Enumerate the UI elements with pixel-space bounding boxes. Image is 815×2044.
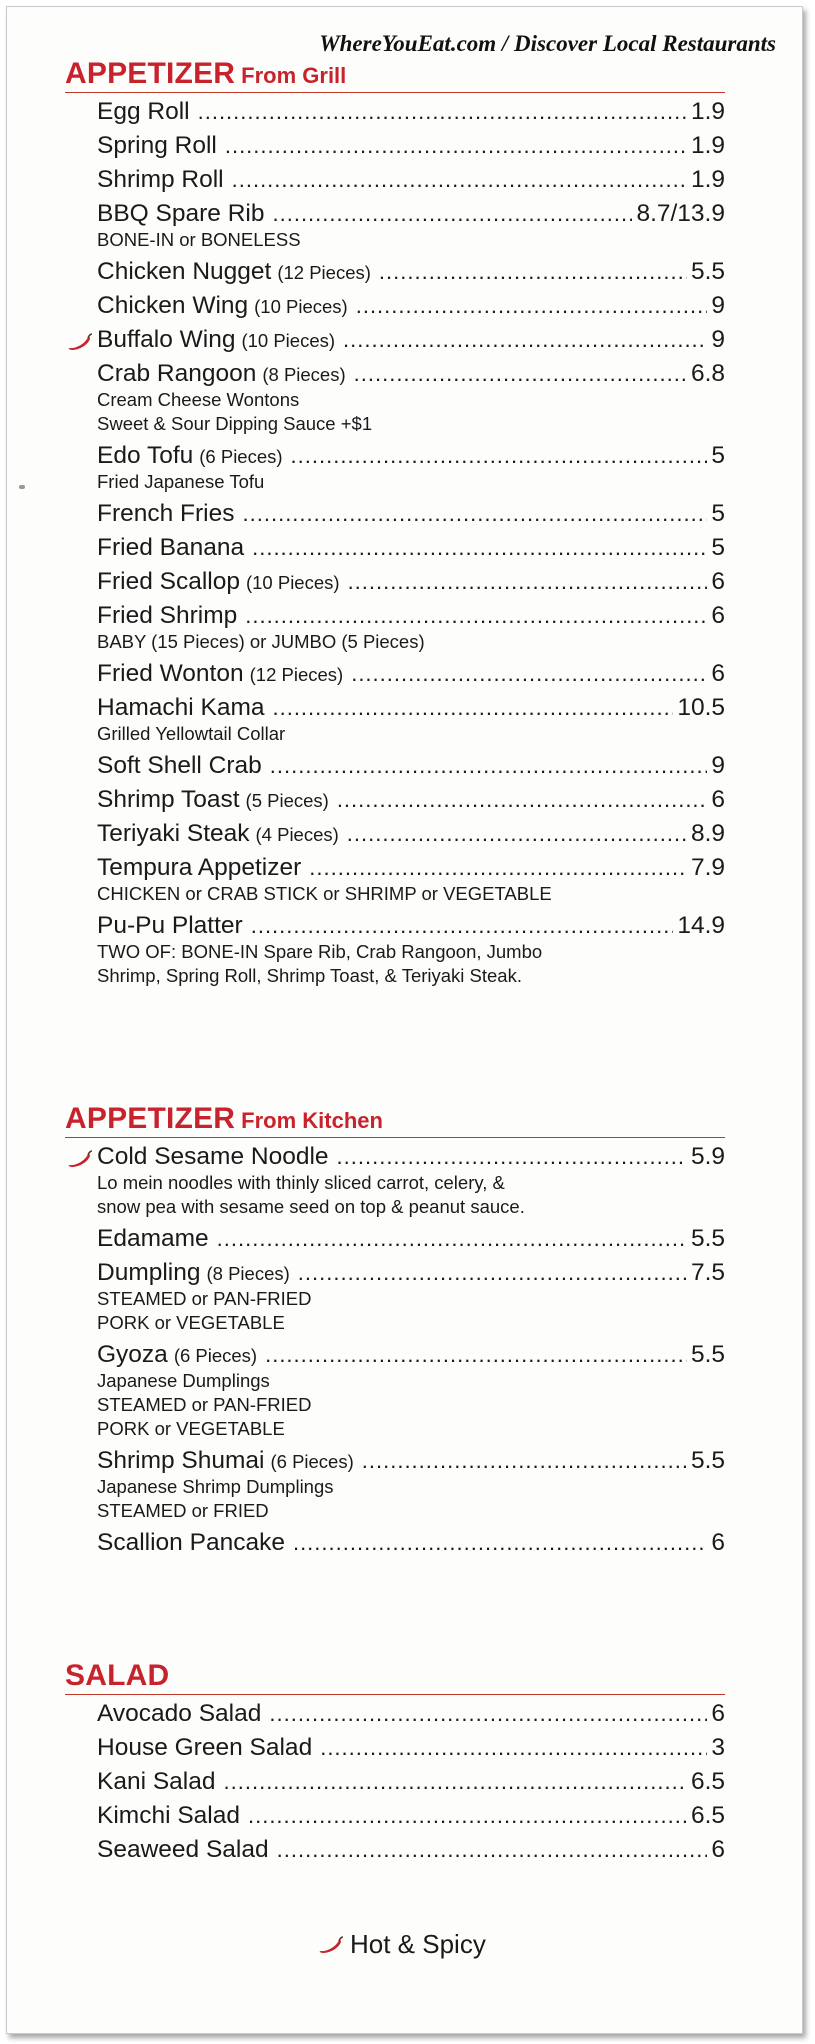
section-header — [65, 1659, 725, 1695]
item-name: Shrimp Roll — [97, 166, 224, 193]
dot-leader — [198, 99, 687, 125]
item-name: Dumpling — [97, 1259, 201, 1286]
menu-item — [97, 199, 725, 257]
item-name: Tempura Appetizer — [97, 854, 302, 881]
menu-item-line — [97, 694, 725, 722]
menu-item — [97, 659, 725, 693]
dot-leader — [248, 1803, 687, 1829]
item-price: 5.5 — [690, 1225, 725, 1252]
menu-item — [97, 1801, 725, 1835]
dot-leader — [243, 501, 708, 527]
menu-item — [97, 1767, 725, 1801]
menu-item — [97, 441, 725, 499]
menu-item — [97, 601, 725, 659]
item-name: French Fries — [97, 500, 235, 527]
item-price: 7.5 — [690, 1259, 725, 1286]
item-price: 6 — [711, 1700, 725, 1727]
menu-item — [97, 1224, 725, 1258]
item-price: 5 — [711, 500, 725, 527]
item-description: PORK or VEGETABLE — [97, 1312, 285, 1333]
item-price: 5.5 — [690, 1447, 725, 1474]
menu-item — [97, 131, 725, 165]
menu-item — [97, 693, 725, 751]
menu-item — [97, 819, 725, 853]
item-description: BONE-IN or BONELESS — [97, 229, 301, 250]
menu-item-line — [97, 1529, 725, 1557]
menu-item-line — [97, 602, 725, 630]
dot-leader — [265, 1342, 687, 1368]
menu-item-line — [97, 854, 725, 882]
section-salad — [65, 1659, 725, 1869]
dot-leader — [351, 661, 707, 687]
menu-item-line — [97, 1768, 725, 1796]
item-name: Scallion Pancake — [97, 1529, 285, 1556]
item-name: Cold Sesame Noodle — [97, 1143, 329, 1170]
menu-item-line — [97, 1225, 725, 1253]
dot-leader — [354, 361, 687, 387]
item-name: Hamachi Kama — [97, 694, 265, 721]
dot-leader — [320, 1735, 707, 1761]
menu-item-line — [97, 1836, 725, 1864]
item-description: CHICKEN or CRAB STICK or SHRIMP or VEGETABLE — [97, 883, 552, 904]
item-name: House Green Salad — [97, 1734, 313, 1761]
item-price: 3 — [711, 1734, 725, 1761]
dot-leader — [356, 293, 708, 319]
dot-leader — [252, 535, 707, 561]
item-name: Shrimp Shumai — [97, 1447, 265, 1474]
item-quantity: (12 Pieces) — [277, 262, 371, 283]
dot-leader — [298, 1260, 687, 1286]
menu-item-line — [97, 258, 725, 286]
menu-item — [97, 1528, 725, 1562]
menu-item-line — [97, 1259, 725, 1287]
item-price: 6 — [711, 1836, 725, 1863]
spicy-legend — [318, 1929, 486, 1960]
item-price: 6 — [711, 786, 725, 813]
item-name: Fried Shrimp — [97, 602, 238, 629]
item-quantity: (8 Pieces) — [206, 1263, 290, 1284]
item-name: Fried Banana — [97, 534, 245, 561]
item-description: Cream Cheese Wontons — [97, 389, 300, 410]
item-quantity: (6 Pieces) — [173, 1345, 258, 1366]
dot-leader — [272, 695, 673, 721]
item-name: Egg Roll — [97, 98, 190, 125]
item-price: 6.8 — [690, 360, 725, 387]
menu-item-line — [97, 1802, 725, 1830]
menu-item-line — [97, 200, 725, 228]
dot-leader — [232, 167, 687, 193]
dot-leader — [362, 1448, 687, 1474]
item-name: Edamame — [97, 1225, 209, 1252]
dot-leader — [277, 1837, 708, 1863]
paper-speck — [19, 485, 25, 489]
menu-item-line — [97, 912, 725, 940]
item-description: Fried Japanese Tofu — [97, 471, 265, 492]
menu-item — [97, 499, 725, 533]
item-price: 6.5 — [690, 1802, 725, 1829]
item-price: 1.9 — [690, 98, 725, 125]
item-description: Japanese Shrimp Dumplings — [97, 1476, 334, 1497]
menu-item-list — [97, 97, 725, 993]
menu-item — [97, 1699, 725, 1733]
item-description: snow pea with sesame seed on top & peanut sauce. — [97, 1196, 525, 1217]
dot-leader — [347, 821, 687, 847]
menu-item — [97, 1258, 725, 1340]
section-title: APPETIZER — [65, 1102, 236, 1135]
item-name: Fried Wonton — [97, 660, 244, 687]
item-name: Chicken Wing — [97, 292, 249, 319]
item-price: 9 — [711, 326, 725, 353]
menu-item — [97, 165, 725, 199]
item-quantity: (10 Pieces) — [245, 572, 340, 593]
item-price: 6 — [711, 568, 725, 595]
item-quantity: (12 Pieces) — [249, 664, 344, 685]
dot-leader — [217, 1226, 687, 1252]
dot-leader — [337, 1144, 687, 1170]
dot-leader — [224, 1769, 687, 1795]
menu-item-line — [97, 786, 725, 814]
item-description: STEAMED or FRIED — [97, 1500, 269, 1521]
item-name: Shrimp Toast — [97, 786, 240, 813]
item-description: PORK or VEGETABLE — [97, 1418, 285, 1439]
chili-pepper-icon — [318, 1936, 344, 1954]
item-description: Japanese Dumplings — [97, 1370, 270, 1391]
item-price: 5 — [711, 442, 725, 469]
item-quantity: (5 Pieces) — [245, 790, 329, 811]
menu-item-line — [97, 1734, 725, 1762]
menu-item — [97, 97, 725, 131]
item-price: 14.9 — [677, 912, 725, 939]
menu-item-line — [97, 568, 725, 596]
section-appetizer-kitchen — [65, 1102, 725, 1562]
dot-leader — [291, 443, 708, 469]
dot-leader — [348, 569, 708, 595]
item-name: Seaweed Salad — [97, 1836, 269, 1863]
menu-item-line — [97, 500, 725, 528]
menu-page — [6, 6, 803, 2034]
menu-item — [97, 533, 725, 567]
section-header — [65, 57, 725, 93]
menu-item — [97, 567, 725, 601]
menu-item-list — [97, 1142, 725, 1562]
item-quantity: (10 Pieces) — [241, 330, 336, 351]
menu-item-line — [97, 660, 725, 688]
item-description: STEAMED or PAN-FRIED — [97, 1288, 312, 1309]
item-description: TWO OF: BONE-IN Spare Rib, Crab Rangoon, Jumbo — [97, 941, 543, 962]
menu-item-line — [97, 166, 725, 194]
item-quantity: (6 Pieces) — [199, 446, 283, 467]
menu-item-line — [97, 1143, 725, 1171]
item-name: Kimchi Salad — [97, 1802, 240, 1829]
menu-item-list — [97, 1699, 725, 1869]
item-name: Kani Salad — [97, 1768, 216, 1795]
item-quantity: (6 Pieces) — [270, 1451, 354, 1472]
item-price: 1.9 — [690, 132, 725, 159]
item-price: 6 — [711, 602, 725, 629]
dot-leader — [293, 1530, 707, 1556]
item-name: Chicken Nugget — [97, 258, 272, 285]
dot-leader — [245, 603, 707, 629]
item-price: 7.9 — [690, 854, 725, 881]
chili-pepper-icon — [67, 1150, 93, 1168]
section-header — [65, 1102, 725, 1138]
dot-leader — [379, 259, 687, 285]
dot-leader — [269, 1701, 707, 1727]
item-price: 10.5 — [677, 694, 725, 721]
menu-item — [97, 325, 725, 359]
item-price: 5.5 — [690, 1341, 725, 1368]
menu-item — [97, 1446, 725, 1528]
item-name: Soft Shell Crab — [97, 752, 262, 779]
item-description: STEAMED or PAN-FRIED — [97, 1394, 312, 1415]
item-price: 5.5 — [690, 258, 725, 285]
item-description: BABY (15 Pieces) or JUMBO (5 Pieces) — [97, 631, 425, 652]
dot-leader — [309, 855, 687, 881]
item-price: 9 — [711, 752, 725, 779]
item-quantity: (4 Pieces) — [255, 824, 339, 845]
item-name: Buffalo Wing — [97, 326, 236, 353]
item-description: Shrimp, Spring Roll, Shrimp Toast, & Teriyaki Steak. — [97, 965, 522, 986]
item-name: Avocado Salad — [97, 1700, 262, 1727]
menu-item-line — [97, 326, 725, 354]
item-price: 1.9 — [690, 166, 725, 193]
dot-leader — [270, 753, 708, 779]
menu-item — [97, 1340, 725, 1446]
section-title: APPETIZER — [65, 57, 236, 90]
dot-leader — [343, 327, 707, 353]
item-price: 6 — [711, 660, 725, 687]
item-name: Fried Scallop — [97, 568, 240, 595]
menu-item — [97, 257, 725, 291]
chili-pepper-icon — [67, 333, 93, 351]
menu-item-line — [97, 1341, 725, 1369]
item-price: 8.7/13.9 — [636, 200, 725, 227]
section-subtitle: From Kitchen — [241, 1108, 383, 1133]
item-price: 5 — [711, 534, 725, 561]
section-title: SALAD — [65, 1659, 170, 1692]
item-quantity: (10 Pieces) — [254, 296, 348, 317]
dot-leader — [225, 133, 687, 159]
menu-item-line — [97, 442, 725, 470]
menu-item — [97, 359, 725, 441]
menu-item-line — [97, 752, 725, 780]
menu-item-line — [97, 820, 725, 848]
item-quantity: (8 Pieces) — [262, 364, 346, 385]
menu-item — [97, 1733, 725, 1767]
menu-item — [97, 1835, 725, 1869]
item-name: Teriyaki Steak — [97, 820, 250, 847]
menu-item — [97, 911, 725, 993]
spicy-legend-label: Hot & Spicy — [350, 1929, 486, 1959]
item-price: 6 — [711, 1529, 725, 1556]
menu-item — [97, 1142, 725, 1224]
item-description: Sweet & Sour Dipping Sauce +$1 — [97, 413, 373, 434]
item-description: Grilled Yellowtail Collar — [97, 723, 286, 744]
menu-item-line — [97, 1447, 725, 1475]
dot-leader — [251, 913, 674, 939]
item-price: 8.9 — [690, 820, 725, 847]
menu-item-line — [97, 534, 725, 562]
menu-item — [97, 751, 725, 785]
item-price: 9 — [711, 292, 725, 319]
menu-item — [97, 785, 725, 819]
item-name: Edo Tofu — [97, 442, 194, 469]
menu-item-line — [97, 98, 725, 126]
section-subtitle: From Grill — [241, 63, 347, 88]
item-description: Lo mein noodles with thinly sliced carrot, celery, & — [97, 1172, 505, 1193]
menu-item-line — [97, 292, 725, 320]
item-price: 6.5 — [690, 1768, 725, 1795]
dot-leader — [273, 201, 633, 227]
item-name: Crab Rangoon — [97, 360, 257, 387]
item-name: Spring Roll — [97, 132, 217, 159]
item-price: 5.9 — [690, 1143, 725, 1170]
dot-leader — [337, 787, 708, 813]
menu-item-line — [97, 360, 725, 388]
item-name: Pu-Pu Platter — [97, 912, 243, 939]
item-name: BBQ Spare Rib — [97, 200, 265, 227]
menu-item — [97, 853, 725, 911]
section-appetizer-grill — [65, 57, 725, 993]
menu-item-line — [97, 132, 725, 160]
item-name: Gyoza — [97, 1341, 168, 1368]
menu-item — [97, 291, 725, 325]
site-title: WhereYouEat.com / Discover Local Restaurants — [319, 31, 776, 56]
menu-item-line — [97, 1700, 725, 1728]
